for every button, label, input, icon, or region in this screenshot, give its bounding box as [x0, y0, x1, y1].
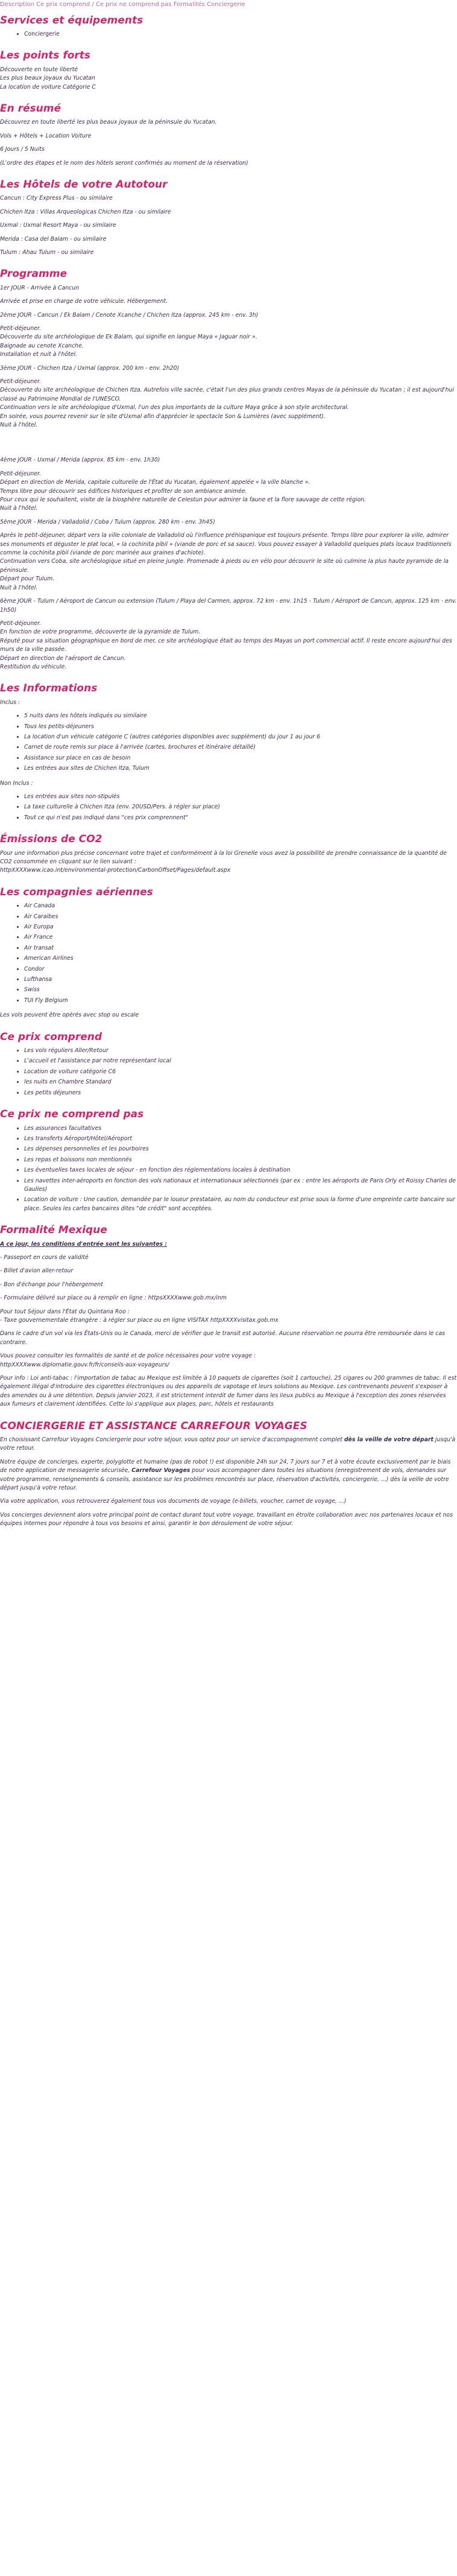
ne-comprend-title: Ce prix ne comprend pas	[0, 1108, 144, 1121]
list-item: • Tous les petits-déjeuners	[24, 723, 457, 731]
list-item: • Les éventuelles taxes locales de séjour - en fonction des réglementations locales à destination	[24, 1166, 457, 1175]
list-item: • L'accueil et l'assistance par notre représentant local	[24, 1057, 457, 1065]
day-text: Arrivée et prise en charge de votre véhicule. Hébergement.	[0, 298, 168, 305]
list-item: • Assistance sur place en cas de besoin	[24, 754, 457, 763]
hotel-line: Uxmal : Uxmal Resort Maya - ou similaire	[0, 222, 116, 229]
list-item: • les nuits en Chambre Standard	[24, 1078, 457, 1087]
day-text: Petit-déjeuner. En fonction de votre programme, découverte de la pyramide de Tulum. Réputé pour sa situation géographique en bord de mer, ce site archéologique était au temps des Mayas un port commercial actif. Il reste encore aujourd'hui des murs de la ville passée. Départ en direction de l'aéroport de Cancun. Restitution du véhicule.	[0, 620, 452, 670]
formalite-line: - Billet d'avion aller-retour	[0, 1267, 74, 1275]
day-title: 4ème JOUR - Uxmal / Merida (approx. 85 km - env. 1h30)	[0, 457, 160, 464]
day-text: Petit-déjeuner. Départ en direction de Merida, capitale culturelle de l'État du Yucatan, également appelée « la ville blanche ». Temps libre pour découvrir ses édifices historiques et profiter de son ambiance animée. Pour ceux qui le souhaitent, visite de la biosphère naturelle de Celestun pour admirer la faune et la flore sauvage de cette région. Nuit à l'hôtel.	[0, 470, 367, 512]
formalite-intro: A ce jour, les conditions d'entrée sont les suivantes :	[0, 1240, 168, 1248]
formalite-line: - Bon d'échange pour l'hébergement	[0, 1281, 103, 1288]
resume-line: Découvrez en toute liberté les plus beaux joyaux de la péninsule du Yucatan.	[0, 119, 217, 126]
conciergerie-paragraph: Via votre application, vous retrouverez également tous vos documents de voyage (e-billets, voucher, carnet de voyage, ...)	[0, 1498, 347, 1505]
resume-line: (L'ordre des étapes et le nom des hôtels seront confirmés au moment de la réservation)	[0, 159, 248, 167]
resume-line: 6 Jours / 5 Nuits	[0, 146, 45, 153]
list-item: • Location de voiture : Une caution, demandée par le loueur prestataire, au nom du conducteur est prise sous la forme d'une empreinte carte bancaire sur place. Seules les cartes bancaires dites "de crédit" sont acceptées.	[24, 1196, 457, 1213]
list-item: • Swiss	[24, 986, 457, 994]
co2-text: Pour une information plus précise concernant votre trajet et conformément à la loi Grenelle vous avez la possibilité de prendre connaissance de la quantité de CO2 consommée en cliquant sur le lien suivant : httpXXXXwww.icao.int/environmental-protection/CarbonOffset/Pages/default.aspx	[0, 849, 447, 874]
conciergerie-paragraph: Vos concierges deviennent alors votre principal point de contact durant tout votre voyage, travaillant en étroite collaboration avec nos partenaires locaux et nos équipes internes pour répondre à tous vos besoins et ainsi, garantir le bon déroulement de votre séjour.	[0, 1511, 453, 1528]
day-title: 6ème JOUR - Tulum / Aéroport de Cancun ou extension (Tulum / Playa del Carmen, approx. 72 km - env. 1h15 - Tulum / Aéroport de Cancun, approx. 125 km - env. 1h50)	[0, 598, 457, 614]
services-title: Services et équipements	[0, 14, 143, 27]
hotel-line: Chichen Itza : Villas Arqueologicas Chichen Itza - ou similaire	[0, 208, 171, 215]
hotels-title: Les Hôtels de votre Autotour	[0, 178, 168, 191]
list-item: • Les entrées aux sites non-stipulés	[24, 793, 457, 801]
informations-title: Les Informations	[0, 682, 98, 695]
list-item: • 5 nuits dans les hôtels indiqués ou similaire	[24, 712, 457, 720]
conciergerie-title: CONCIERGERIE ET ASSISTANCE CARREFOUR VOYAGES	[0, 1420, 307, 1432]
list-item: • Air Canada	[24, 902, 457, 910]
non-inclus-label: Non Inclus :	[0, 779, 33, 787]
formalite-line: Vous pouvez consulter les formalités de santé et de police nécessaires pour votre voyage : httpXXXXwww.diplomatie.gouv.fr/fr/conseils-aux-voyageurs/	[0, 1353, 256, 1368]
conciergerie-paragraph: Notre équipe de concierges, experte, polyglotte et humaine (pas de robot !) est disponible 24h sur 24, 7 jours sur 7 et à votre écoute exclusivement par le biais de notre application de messagerie sécurisée, Carrefour Voyages pour vous accompagner dans toutes les situations (enregistrement de vols, demandes sur votre programme, renseignements & conseils, assistance sur les problèmes rencontrés sur place, réservation d'activités, conciergerie, ...) dès la veille de votre départ jusqu'à votre retour.	[0, 1458, 451, 1492]
ne-comprend-list	[0, 1125, 457, 1214]
list-item: • La location d'un véhicule catégorie C (autres catégories disponibles avec supplément) du jour 1 au jour 6	[24, 733, 457, 741]
top-navigation-text[interactable]: Description Ce prix comprend / Ce prix ne comprend pas Formalités Conciergerie	[0, 1, 245, 8]
day-title: 5ème JOUR - Merida / Valladolid / Coba / Tulum (approx. 280 km - env. 3h45)	[0, 518, 215, 525]
day-title: 2ème JOUR - Cancun / Ek Balam / Cenote Xcanche / Chichen Itza (approx. 245 km - env. 3h)	[0, 311, 259, 319]
list-item: • Air Europa	[24, 923, 457, 931]
list-item: • Carnet de route remis sur place à l'arrivée (cartes, brochures et itinéraire détaillé)	[24, 743, 457, 752]
list-item: • Les petits déjeuners	[24, 1089, 457, 1097]
points-forts-text: Découverte en toute liberté Les plus beaux joyaux du Yucatan La location de voiture Catégorie C	[0, 66, 96, 90]
list-item: • Air Caraibes	[24, 913, 457, 921]
services-list	[0, 30, 457, 39]
inclus-label: Inclus :	[0, 699, 20, 706]
formalite-title: Formalité Mexique	[0, 1224, 107, 1237]
formalite-line: - Formulaire délivré sur place ou à remplir en ligne : httpsXXXXwww.gob.mx/inm	[0, 1295, 227, 1302]
spacer	[0, 434, 457, 456]
day-text: Petit-déjeuner. Découverte du site archéologique de Chichen Itza. Autrefois ville sacrée, c'était l'un des plus grands centres Mayas de la péninsule du Yucatan ; il est aujourd'hui classé au Patrimoine Mondial de l'UNESCO. Continuation vers le site archéologique d'Uxmal, l'un des plus importants de la culture Maya grâce à son style architectural. En soirée, vous pourrez revenir sur le site d'Uxmal afin d'apprécier le spectacle Son & Lumières (avec supplément). Nuit à l'hôtel.	[0, 378, 454, 429]
conciergerie-paragraph: En choisissant Carrefour Voyages Conciergerie pour votre séjour, vous optez pour un service d'accompagnement complet dès la veille de votre départ jusqu'à votre retour.	[0, 1436, 456, 1452]
list-item: • Les vols réguliers Aller/Retour	[24, 1047, 457, 1055]
day-text: Petit-déjeuner. Découverte du site archéologique de Ek Balam, qui signifie en langue Maya « Jaguar noir ». Baignade au cenote Xcanche. Installation et nuit à l'hôtel.	[0, 325, 257, 358]
hotel-line: Cancun : City Express Plus - ou similaire	[0, 195, 113, 202]
day-title: 1er JOUR - Arrivée à Cancun	[0, 284, 80, 291]
list-item: • Les repas et boissons non mentionnés	[24, 1156, 457, 1164]
list-item: • Les navettes inter-aéroports en fonction des vols nationaux et internationaux sélectionnés (par ex : entre les aéroports de Paris Orly et Roissy Charles de Gaulles)	[24, 1177, 457, 1194]
resume-line: Vols + Hôtels + Location Voiture	[0, 132, 92, 139]
inclus-list	[0, 712, 457, 773]
comprend-list	[0, 1047, 457, 1097]
hotel-line: Tulum : Ahau Tulum - ou similaire	[0, 249, 94, 256]
list-item: • Air transat	[24, 944, 457, 953]
list-item: • Les assurances facultatives	[24, 1125, 457, 1133]
service-item: • Conciergerie	[24, 30, 457, 39]
compagnies-title: Les compagnies aériennes	[0, 886, 153, 898]
resume-title: En résumé	[0, 102, 61, 115]
list-item: • Air France	[24, 933, 457, 942]
list-item: • Lufthansa	[24, 976, 457, 984]
list-item: • Les entrées aux sites de Chichen Itza, Tulum	[24, 764, 457, 773]
hotel-line: Merida : Casa del Balam - ou similaire	[0, 235, 107, 243]
co2-link[interactable]: httpXXXXwww.icao.int/environmental-protection/CarbonOffset/Pages/default.aspx	[0, 867, 231, 874]
list-item: • Les transferts Aéroport/Hôtel/Aéroport	[24, 1135, 457, 1143]
formalite-line: - Passeport en cours de validité	[0, 1254, 89, 1261]
list-item: • TUI Fly Belgium	[24, 997, 457, 1005]
formalite-line: Pour info : Loi anti-tabac : l'importation de tabac au Mexique est limitée à 10 paquets de cigarettes (soit 1 cartouche), 25 cigares ou 200 grammes de tabac. Il est également illégal d'introduire des cigarettes électroniques ou des appareils de vapotage et leurs solutions au Mexique. Les contrevenants peuvent s'exposer à des amendes ou à une détention. Depuis janvier 2023, il est strictement interdit de fumer dans les lieux publics au Mexique à l'exception des zones réservées aux fumeurs et clairement identifiées. Cette loi s'applique aux plages, parc, hôtels et restaurants	[0, 1375, 457, 1408]
list-item: • Location de voiture catégorie C6	[24, 1068, 457, 1076]
formalite-line: Dans le cadre d'un vol via les États-Unis ou le Canada, merci de vérifier que le transit est autorisé. Aucune réservation ne pourra être remboursée dans le cas contraire.	[0, 1330, 445, 1346]
list-item: • American Airlines	[24, 954, 457, 963]
list-item: • Tout ce qui n'est pas indiqué dans "ces prix comprennent"	[24, 814, 457, 822]
comprend-title: Ce prix comprend	[0, 1030, 102, 1043]
list-item: • Condor	[24, 965, 457, 974]
list-item: • Les dépenses personnelles et les pourboires	[24, 1145, 457, 1153]
non-inclus-list	[0, 793, 457, 822]
formalite-line: Pour tout Séjour dans l'État du Quintana Roo : - Taxe gouvernementale étrangère : à régler sur place ou en ligne VISITAX httpXXXXvisitax.gob.mx	[0, 1308, 279, 1324]
co2-title: Émissions de CO2	[0, 833, 102, 846]
list-item: • La taxe culturelle à Chichen Itza (env. 20USD/Pers. à régler sur place)	[24, 803, 457, 811]
day-text: Après le petit-déjeuner, départ vers la ville coloniale de Valladolid où l'influence préhispanique est toujours présente. Temps libre pour explorer la ville, admirer ses monuments et déguster le plat local, « la cochinita pibil » (viande de porc et sa sauce). Vous pouvez essayer à Valladolid quelques plats locaux traditionnels comme la cochinita pibil (viande de porc marinée aux graines d'achiote). Continuation vers Coba, site archéologique situé en pleine jungle. Promenade à pieds ou en vélo pour découvrir le site où culmine la plus haute pyramide de la péninsule. Départ pour Tulum. Nuit à l'hôtel.	[0, 532, 452, 591]
programme-title: Programme	[0, 268, 67, 281]
points-forts-title: Les points forts	[0, 49, 91, 62]
compagnies-note: Les vols peuvent être opérés avec stop ou escale	[0, 1012, 139, 1019]
compagnies-list	[0, 902, 457, 1005]
day-title: 3ème JOUR - Chichen Itza / Uxmal (approx. 200 km - env. 2h20)	[0, 364, 180, 372]
